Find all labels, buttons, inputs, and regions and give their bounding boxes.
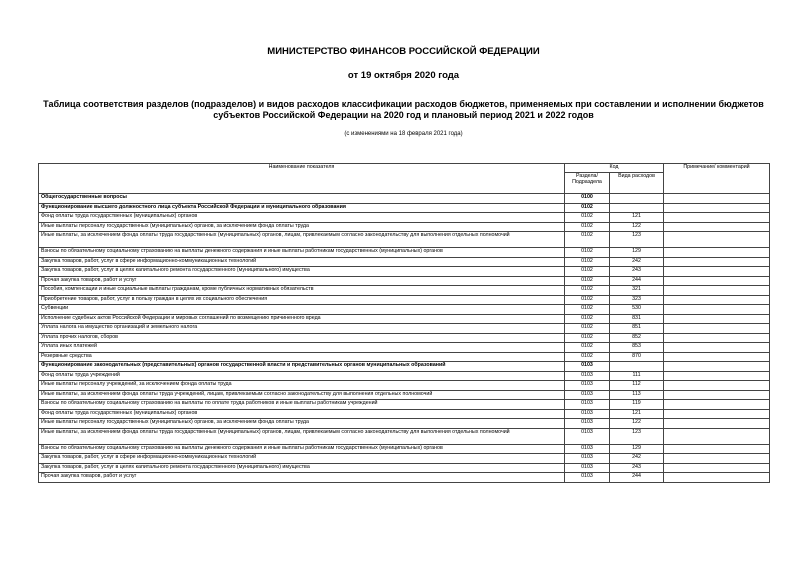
row-section-code: 0103	[565, 428, 610, 444]
row-expense-type: 111	[610, 371, 664, 381]
row-name: Уплата прочих налогов, сборов	[39, 333, 565, 343]
row-expense-type: 244	[610, 276, 664, 286]
row-expense-type: 242	[610, 257, 664, 267]
table-row	[39, 409, 770, 419]
row-note	[664, 232, 770, 248]
row-note	[664, 213, 770, 223]
header-code: Код	[565, 164, 664, 173]
row-expense-type: 852	[610, 333, 664, 343]
header-note: Примечание/ комментарий	[664, 164, 770, 194]
table-row	[39, 390, 770, 400]
row-note	[664, 400, 770, 410]
row-expense-type: 851	[610, 324, 664, 334]
row-section-code: 0102	[565, 257, 610, 267]
row-name: Иные выплаты, за исключением фонда оплаты труда государственных (муниципальных) органов, лицам, привлекаемым согласно законодательству для выполнения отдельных полномочий	[39, 428, 565, 444]
row-expense-type: 129	[610, 248, 664, 258]
row-section-code: 0102	[565, 213, 610, 223]
table-row	[39, 473, 770, 483]
row-expense-type: 113	[610, 390, 664, 400]
row-note	[664, 419, 770, 429]
table-row	[39, 419, 770, 429]
row-name: Фонд оплаты труда государственных (муниципальных) органов	[39, 213, 565, 223]
row-section-code: 0102	[565, 267, 610, 277]
row-expense-type	[610, 194, 664, 204]
table-row	[39, 463, 770, 473]
row-name: Приобретение товаров, работ, услуг в пользу граждан в целях их социального обеспечения	[39, 295, 565, 305]
header-section: Раздела/ Подраздела	[565, 173, 610, 194]
table-row	[39, 203, 770, 213]
row-expense-type: 870	[610, 352, 664, 362]
row-section-code: 0103	[565, 463, 610, 473]
row-note	[664, 314, 770, 324]
row-note	[664, 305, 770, 315]
row-name: Резервные средства	[39, 352, 565, 362]
row-expense-type: 244	[610, 473, 664, 483]
row-note	[664, 194, 770, 204]
table-row	[39, 428, 770, 444]
row-name: Иные выплаты персоналу учреждений, за исключением фонда оплаты труда	[39, 381, 565, 391]
row-section-code: 0103	[565, 390, 610, 400]
row-note	[664, 409, 770, 419]
row-section-code: 0102	[565, 352, 610, 362]
table-row	[39, 295, 770, 305]
row-note	[664, 463, 770, 473]
row-note	[664, 286, 770, 296]
row-note	[664, 276, 770, 286]
row-expense-type: 831	[610, 314, 664, 324]
row-name: Прочая закупка товаров, работ и услуг	[39, 276, 565, 286]
row-section-code: 0102	[565, 333, 610, 343]
header-name: Наименование показателя	[39, 164, 565, 194]
table-row	[39, 213, 770, 223]
row-expense-type: 122	[610, 419, 664, 429]
row-note	[664, 333, 770, 343]
row-note	[664, 362, 770, 372]
row-expense-type: 129	[610, 444, 664, 454]
row-expense-type: 243	[610, 267, 664, 277]
row-expense-type: 323	[610, 295, 664, 305]
classification-table	[38, 163, 770, 483]
document-date: от 19 октября 2020 года	[347, 70, 460, 81]
row-section-code: 0102	[565, 343, 610, 353]
row-name: Общегосударственные вопросы	[39, 194, 565, 204]
table-row	[39, 276, 770, 286]
row-name: Функционирование законодательных (представительных) органов государственной власти и представительных органов муниципальных образований	[39, 362, 565, 372]
table-row	[39, 324, 770, 334]
row-section-code: 0102	[565, 248, 610, 258]
ministry-title: МИНИСТЕРСТВО ФИНАНСОВ РОССИЙСКОЙ ФЕДЕРАЦИИ	[267, 46, 540, 57]
row-name: Фонд оплаты труда учреждений	[39, 371, 565, 381]
row-name: Фонд оплаты труда государственных (муниципальных) органов	[39, 409, 565, 419]
row-note	[664, 267, 770, 277]
row-name: Закупка товаров, работ, услуг в сфере информационно-коммуникационных технологий	[39, 454, 565, 464]
row-expense-type: 123	[610, 428, 664, 444]
row-note	[664, 428, 770, 444]
row-name: Закупка товаров, работ, услуг в сфере информационно-коммуникационных технологий	[39, 257, 565, 267]
row-expense-type: 853	[610, 343, 664, 353]
row-name: Исполнение судебных актов Российской Федерации и мировых соглашений по возмещению причиненного вреда	[39, 314, 565, 324]
row-expense-type: 123	[610, 232, 664, 248]
row-section-code: 0103	[565, 473, 610, 483]
row-section-code: 0102	[565, 324, 610, 334]
table-row	[39, 454, 770, 464]
row-name: Закупка товаров, работ, услуг в целях капитального ремонта государственного (муниципального) имущества	[39, 267, 565, 277]
row-note	[664, 295, 770, 305]
row-note	[664, 444, 770, 454]
row-note	[664, 390, 770, 400]
table-row	[39, 343, 770, 353]
table-row	[39, 362, 770, 372]
row-expense-type: 242	[610, 454, 664, 464]
row-section-code: 0103	[565, 371, 610, 381]
table-row	[39, 286, 770, 296]
row-section-code: 0103	[565, 419, 610, 429]
row-note	[664, 343, 770, 353]
row-expense-type: 122	[610, 222, 664, 232]
row-note	[664, 381, 770, 391]
table-row	[39, 222, 770, 232]
row-expense-type: 121	[610, 409, 664, 419]
row-name: Взносы по обязательному социальному страхованию на выплаты денежного содержания и иные выплаты работникам государственных (муниципальных) органов	[39, 248, 565, 258]
table-body	[39, 194, 770, 483]
row-note	[664, 222, 770, 232]
row-section-code: 0103	[565, 400, 610, 410]
table-row	[39, 444, 770, 454]
row-section-code: 0103	[565, 381, 610, 391]
row-section-code: 0102	[565, 286, 610, 296]
row-name: Функционирование высшего должностного лица субъекта Российской Федерации и муниципального образования	[39, 203, 565, 213]
row-name: Взносы по обязательному социальному страхованию на выплаты по оплате труда работников и иные выплаты работникам учреждений	[39, 400, 565, 410]
row-section-code: 0102	[565, 232, 610, 248]
row-section-code: 0102	[565, 305, 610, 315]
row-note	[664, 371, 770, 381]
row-expense-type: 119	[610, 400, 664, 410]
row-name: Пособия, компенсации и иные социальные выплаты гражданам, кроме публичных нормативных обязательств	[39, 286, 565, 296]
table-row	[39, 248, 770, 258]
row-section-code: 0103	[565, 409, 610, 419]
row-name: Уплата налога на имущество организаций и земельного налога	[39, 324, 565, 334]
row-name: Взносы по обязательному социальному страхованию на выплаты денежного содержания и иные выплаты работникам государственных (муниципальных) органов	[39, 444, 565, 454]
row-expense-type: 243	[610, 463, 664, 473]
row-name: Иные выплаты персоналу государственных (муниципальных) органов, за исключением фонда оплаты труда	[39, 222, 565, 232]
table-row	[39, 257, 770, 267]
row-section-code: 0102	[565, 222, 610, 232]
row-note	[664, 248, 770, 258]
table-row	[39, 267, 770, 277]
row-section-code: 0102	[565, 295, 610, 305]
row-expense-type: 121	[610, 213, 664, 223]
row-section-code: 0103	[565, 454, 610, 464]
row-expense-type	[610, 362, 664, 372]
row-note	[664, 352, 770, 362]
document-title: Таблица соответствия разделов (подразделов) и видов расходов классификации расходов бюджетов, применяемых при составлении и исполнении бюджетов субъектов Российской Федерации на 2020 год и плановый период 2021 и 2022 годов	[43, 99, 764, 120]
document-subtitle: (с изменениями на 18 февраля 2021 года)	[344, 131, 463, 137]
row-note	[664, 454, 770, 464]
header-type: Вида расходов	[610, 173, 664, 194]
row-section-code: 0100	[565, 194, 610, 204]
table-row	[39, 194, 770, 204]
table-row	[39, 305, 770, 315]
table-row	[39, 400, 770, 410]
row-name: Уплата иных платежей	[39, 343, 565, 353]
table-row	[39, 314, 770, 324]
row-note	[664, 203, 770, 213]
row-section-code: 0102	[565, 203, 610, 213]
row-expense-type: 112	[610, 381, 664, 391]
row-name: Субвенции	[39, 305, 565, 315]
row-section-code: 0103	[565, 444, 610, 454]
row-name: Закупка товаров, работ, услуг в целях капитального ремонта государственного (муниципального) имущества	[39, 463, 565, 473]
row-expense-type	[610, 203, 664, 213]
table-row	[39, 333, 770, 343]
row-name: Прочая закупка товаров, работ и услуг	[39, 473, 565, 483]
table-row	[39, 352, 770, 362]
table-row	[39, 232, 770, 248]
row-expense-type: 530	[610, 305, 664, 315]
row-note	[664, 257, 770, 267]
row-expense-type: 321	[610, 286, 664, 296]
row-note	[664, 473, 770, 483]
table-row	[39, 381, 770, 391]
row-section-code: 0103	[565, 362, 610, 372]
row-section-code: 0102	[565, 276, 610, 286]
table-row	[39, 371, 770, 381]
row-name: Иные выплаты, за исключением фонда оплаты труда государственных (муниципальных) органов, лицам, привлекаемым согласно законодательству для выполнения отдельных полномочий	[39, 232, 565, 248]
row-name: Иные выплаты, за исключением фонда оплаты труда учреждений, лицам, привлекаемым согласно законодательству для выполнения отдельных полномочий	[39, 390, 565, 400]
row-section-code: 0102	[565, 314, 610, 324]
row-note	[664, 324, 770, 334]
row-name: Иные выплаты персоналу государственных (муниципальных) органов, за исключением фонда оплаты труда	[39, 419, 565, 429]
